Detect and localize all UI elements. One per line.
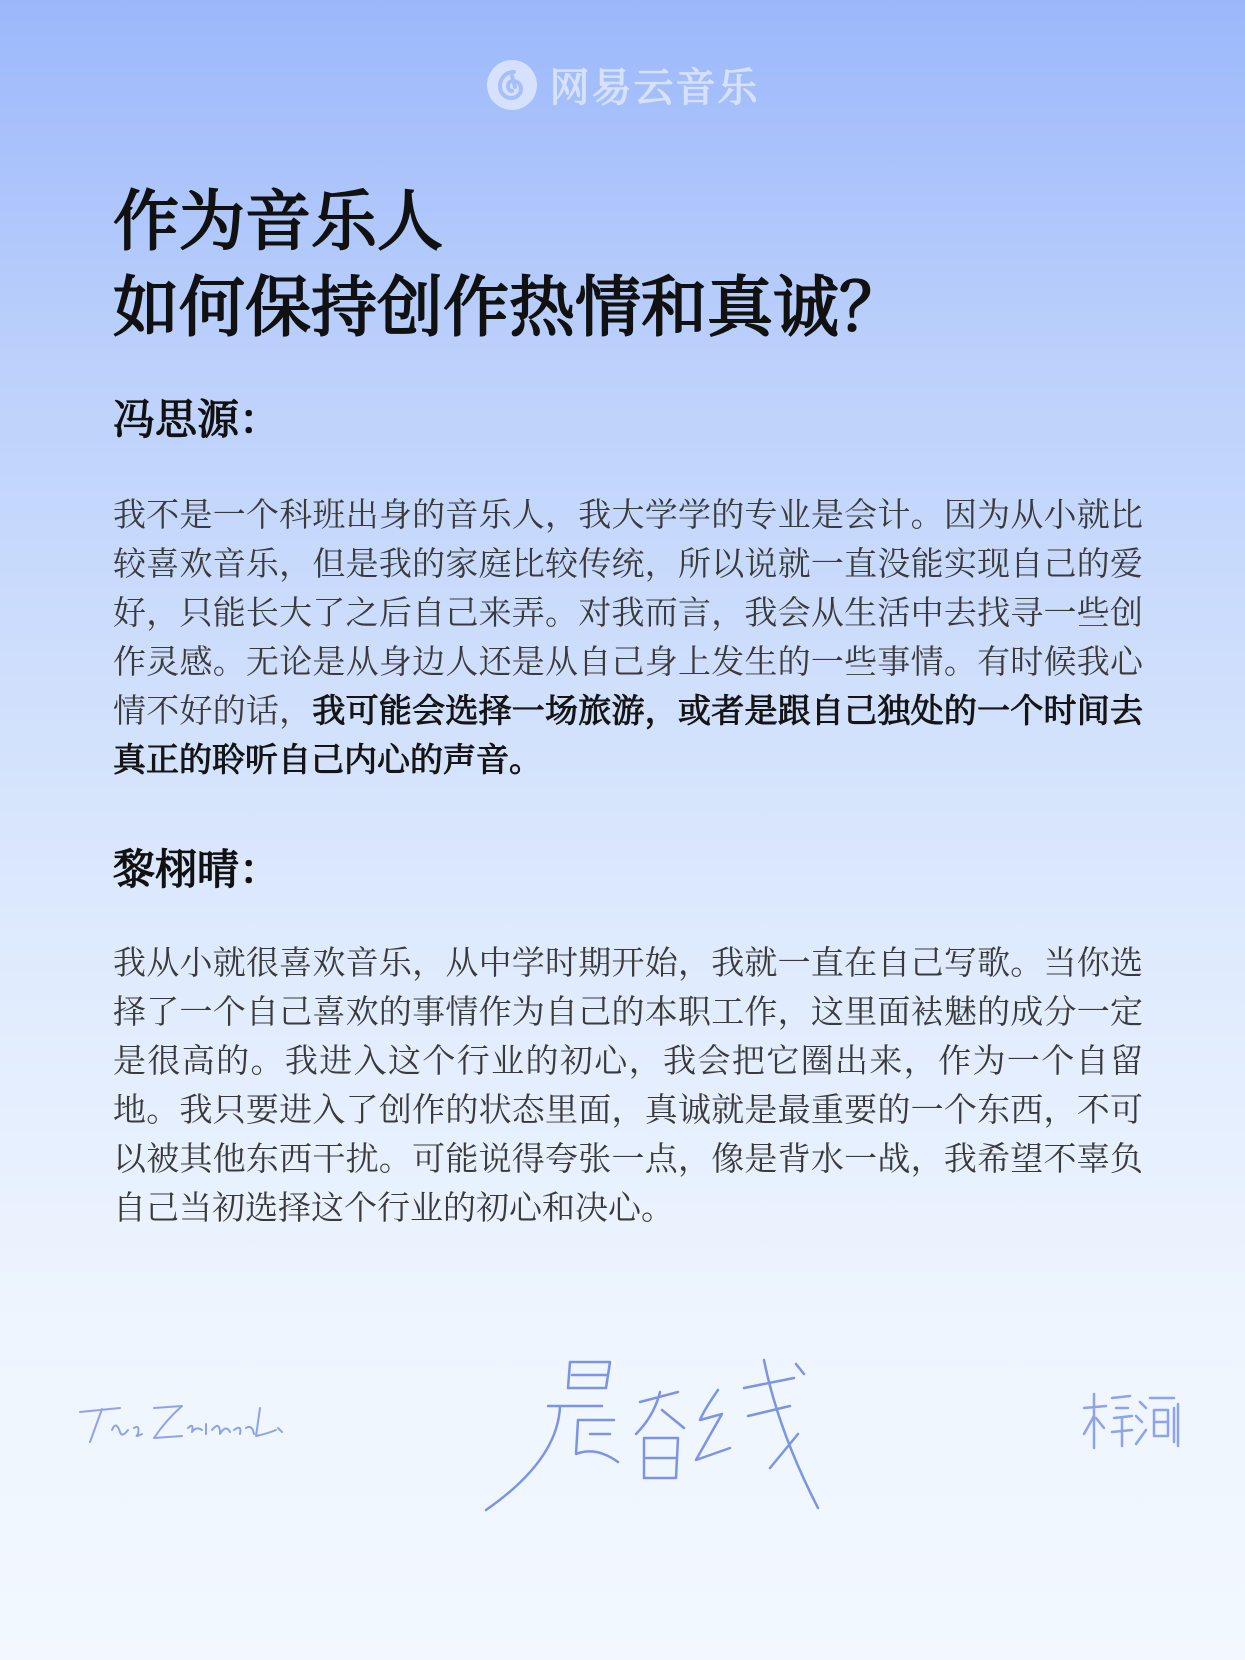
title-line-1: 作为音乐人 xyxy=(113,182,443,260)
speaker-quote-1 xyxy=(113,490,1143,784)
title-line-2: 如何保持创作热情和真诚？ xyxy=(113,268,905,346)
quote-2-text: 我从小就很喜欢音乐，从中学时期开始，我就一直在自己写歌。当你选择了一个自己喜欢的事情作为自己的本职工作，这里面袪魅的成分一定是很高的。我进入这个行业的初心，我会把它圈出来，作为一个自留地。我只要进入了创作的状态里面，真诚就是最重要的一个东西，不可以被其他东西干扰。可能说得夸张一点，像是背水一战，我希望不辜负自己当初选择这个行业的初心和决心。 xyxy=(113,943,1143,1227)
chenhunxian-logo xyxy=(478,1350,828,1530)
ziyu-signature xyxy=(1078,1386,1183,1466)
speaker-quote-2 xyxy=(113,938,1143,1232)
quote-1-highlight: 我可能会选择一场旅游，或者是跟自己独处的一个时间去真正的聆听自己内心的声音。 xyxy=(113,691,1144,779)
netease-cloud-music-icon xyxy=(486,59,538,111)
page-title xyxy=(113,178,1133,350)
brand-name: 网易云音乐 xyxy=(549,65,760,111)
speaker-name-2: 黎栩晴： xyxy=(113,845,282,894)
quote-1-text: 我不是一个科班出身的音乐人，我大学学的专业是会计。因为从小就比较喜欢音乐，但是我的家庭比较传统，所以说就一直没能实现自己的爱好，只能长大了之后自己来弄。对我而言，我会从生活中去找寻一些创作灵感。无论是从身边人还是从自己身上发生的一些事情。有时候我心情不好的话， xyxy=(113,495,1143,730)
speaker-name-1: 冯思源： xyxy=(113,395,282,444)
terminator-line-signature xyxy=(70,1390,290,1460)
brand-watermark xyxy=(0,56,1245,113)
